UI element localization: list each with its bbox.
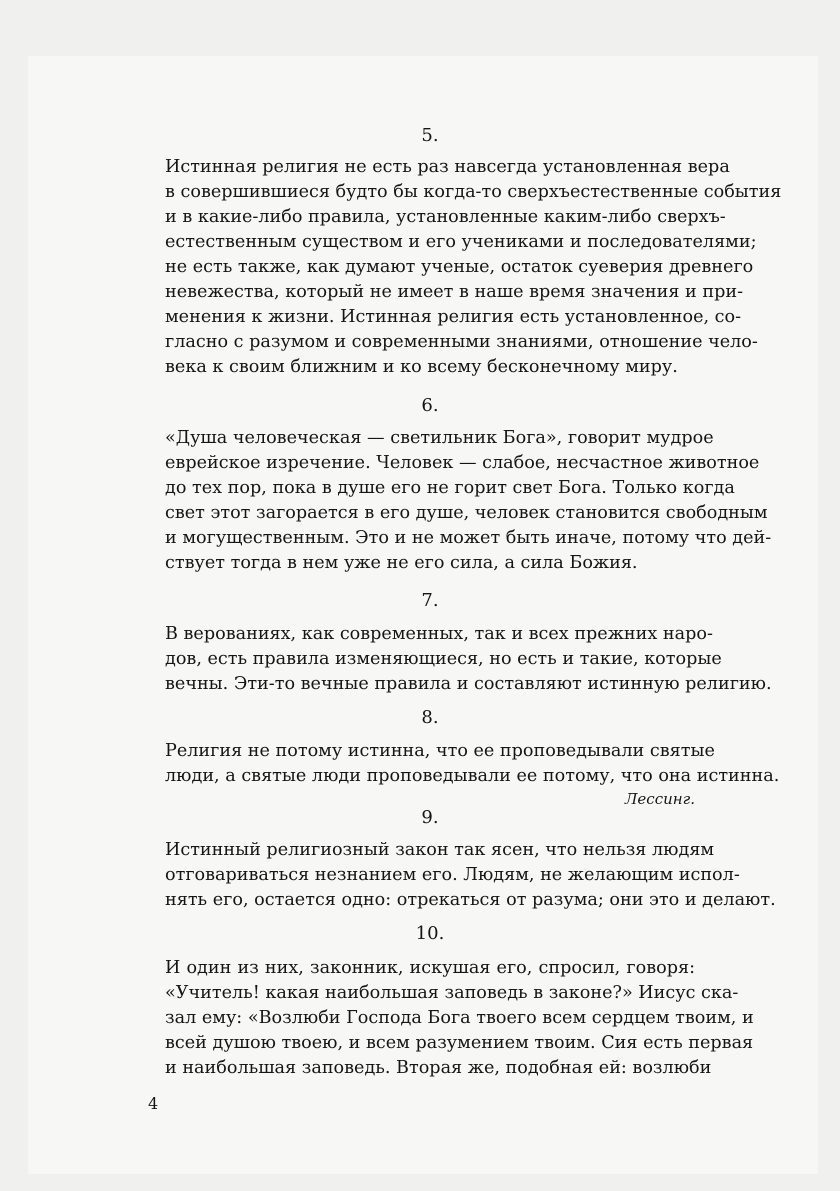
- text-line: в совершившиеся будто бы когда-то сверхъестественные события: [165, 182, 782, 202]
- text-line: свет этот загорается в его душе, человек становится свободным: [165, 503, 768, 523]
- text-line: дов, есть правила изменяющиеся, но есть и такие, которые: [165, 649, 722, 669]
- text-line: Истинная религия не есть раз навсегда установленная вера: [165, 157, 730, 177]
- text-line: Истинный религиозный закон так ясен, что нельзя людям: [165, 840, 715, 860]
- section-number-10: 10.: [415, 923, 445, 944]
- text-line: «Учитель! какая наибольшая заповедь в законе?» Иисус ска-: [165, 983, 739, 1003]
- text-line: и наибольшая заповедь. Вторая же, подобная ей: возлюби: [165, 1058, 712, 1078]
- text-line: не есть также, как думают ученые, остаток суеверия древнего: [165, 257, 754, 277]
- text-line: ствует тогда в нем уже не его сила, а сила Божия.: [165, 553, 638, 573]
- text-line: И один из них, законник, искушая его, спросил, говоря:: [165, 958, 695, 978]
- text-line: невежества, который не имеет в наше время значения и при-: [165, 282, 744, 302]
- section-number-9: 9.: [421, 807, 439, 828]
- text-line: «Душа человеческая — светильник Бога», говорит мудрое: [165, 428, 714, 448]
- text-line: и в какие-либо правила, установленные каким-либо сверхъ-: [165, 207, 726, 227]
- page-number: 4: [148, 1094, 159, 1113]
- section-number-5: 5.: [421, 125, 439, 146]
- text-line: зал ему: «Возлюби Господа Бога твоего всем сердцем твоим, и: [165, 1008, 754, 1028]
- attribution: Лессинг.: [624, 790, 695, 808]
- text-line: всей душою твоею, и всем разумением твоим. Сия есть первая: [165, 1033, 754, 1053]
- text-line: Религия не потому истинна, что ее проповедывали святые: [165, 741, 715, 761]
- section-number-8: 8.: [421, 707, 439, 728]
- text-line: и могущественным. Это и не может быть иначе, потому что дей-: [165, 528, 772, 548]
- section-number-7: 7.: [421, 590, 439, 611]
- text-line: отговариваться незнанием его. Людям, не желающим испол-: [165, 865, 740, 885]
- text-line: еврейское изречение. Человек — слабое, несчастное животное: [165, 453, 760, 473]
- section-number-6: 6.: [421, 395, 439, 416]
- text-line: нять его, остается одно: отрекаться от разума; они это и делают.: [165, 890, 776, 910]
- text-line: до тех пор, пока в душе его не горит свет Бога. Только когда: [165, 478, 735, 498]
- text-line: века к своим ближним и ко всему бесконечному миру.: [165, 357, 678, 377]
- text-line: вечны. Эти-то вечные правила и составляют истинную религию.: [165, 674, 772, 694]
- text-line: менения к жизни. Истинная религия есть установленное, со-: [165, 307, 742, 327]
- text-line: гласно с разумом и современными знаниями, отношение чело-: [165, 332, 758, 352]
- text-line: естественным существом и его учениками и последователями;: [165, 232, 757, 252]
- text-line: люди, а святые люди проповедывали ее потому, что она истинна.: [165, 766, 780, 786]
- text-line: В верованиях, как современных, так и всех прежних наро-: [165, 624, 713, 644]
